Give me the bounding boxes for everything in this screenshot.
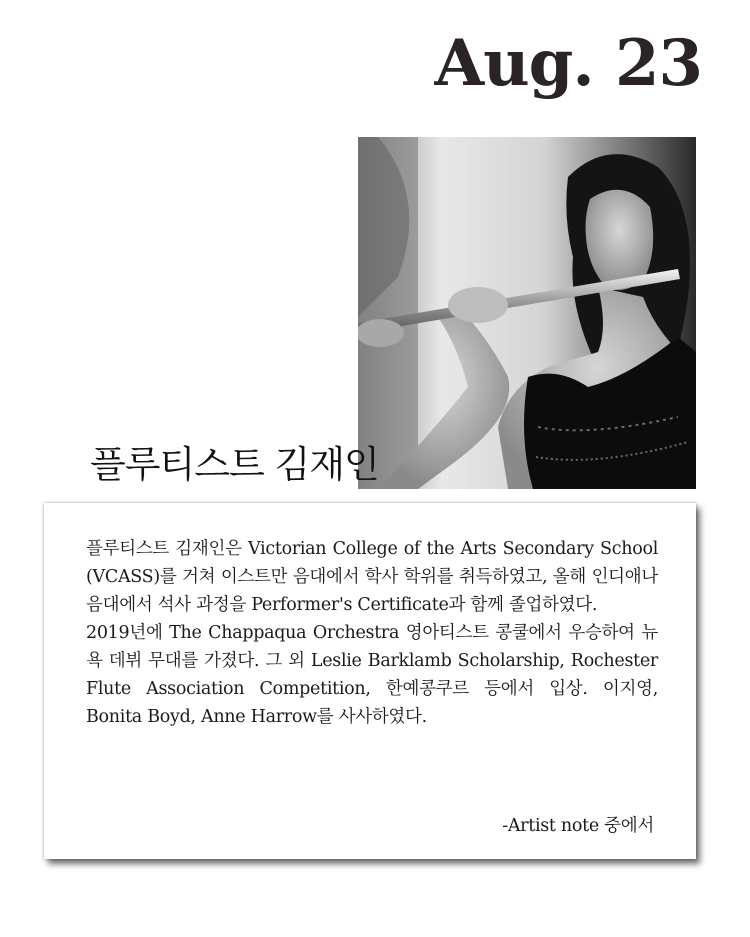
bio-paragraph-2: 2019년에 The Chappaqua Orchestra 영아티스트 콩쿨에서 우승하여 뉴욕 데뷔 무대를 가졌다. 그 외 Leslie Barklamb Scholarship, Rochester Flute Association Competition, 한예콩쿠르 등에서 입상. 이지영, Bonita Boyd, Anne Harrow를 사사하였다.: [86, 623, 658, 727]
concert-date: Aug. 23: [434, 26, 702, 101]
bio-paragraph-1: 플루티스트 김재인은 Victorian College of the Arts Secondary School (VCASS)를 거쳐 이스트만 음대에서 학사 학위를 취득하였고, 올해 인디애나 음대에서 석사 과정을 Performer's Certificate과 함께 졸업하였다.: [86, 539, 658, 615]
bio-text: [86, 535, 658, 731]
bio-card: [44, 503, 696, 859]
artist-name: 플루티스트 김재인: [90, 443, 379, 486]
artist-photo: [358, 137, 696, 489]
source-note: -Artist note 중에서: [502, 816, 654, 836]
